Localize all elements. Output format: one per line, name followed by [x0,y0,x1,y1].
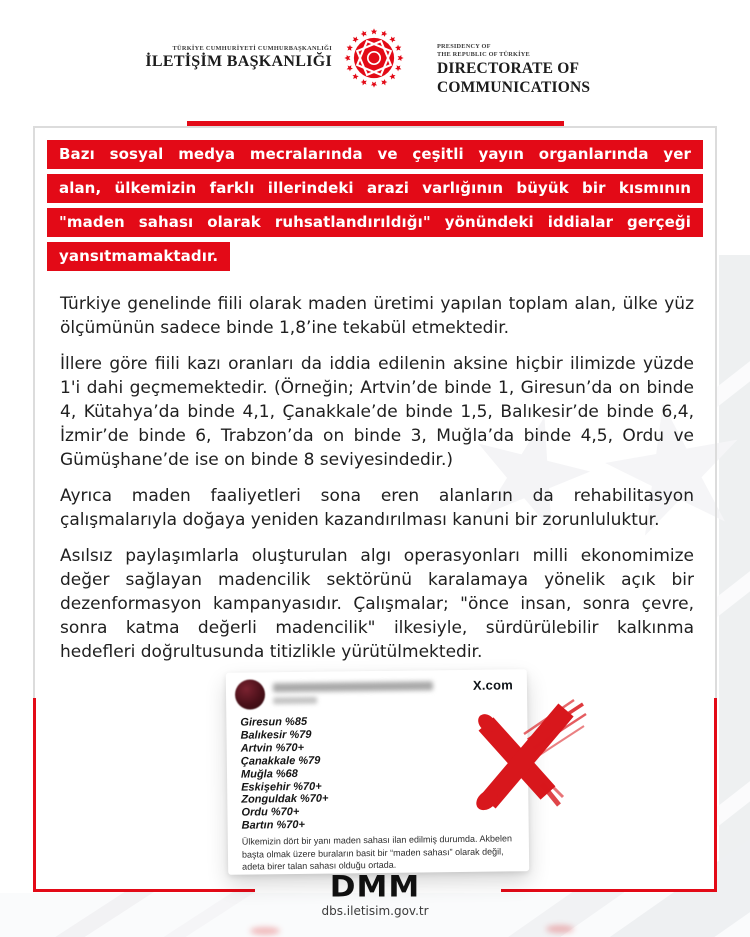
tweet-stat-line: Bartın %70+ [241,819,305,832]
footer [0,869,750,918]
x-brush-icon [462,698,588,826]
tweet-stat-line: Artvin %70+ [240,741,305,755]
org-small-label-tr: TÜRKİYE CUMHURİYETİ CUMHURBAŞKANLIĞI [172,45,332,52]
x-com-label: X.com [472,677,514,693]
headline-line: Bazı sosyal medya mecralarında ve çeşitli yayın organlarında yer [47,140,703,169]
tweet-handle-blurred [273,697,317,705]
tweet-stat-line: Muğla %68 [240,767,298,781]
background-pattern-strip [719,255,750,937]
tweet-stat-line: Zonguldak %70+ [241,793,329,807]
headline-banner [47,140,703,276]
org-name-turkish [120,45,332,71]
headline-line: yansıtmamaktadır. [47,242,230,271]
tweet-author-blurred [273,681,433,692]
headline-line: "maden sahası olarak ruhsatlandırıldığı" yönündeki iddialar gerçeği [47,208,703,237]
headline-line: alan, ülkemizin farklı illerindeki arazi varlığının büyük bir kısmının [47,174,703,203]
tweet-stat-line: Eskişehir %70+ [241,780,322,794]
card-border-right-gray [715,128,717,698]
body-paragraph: Ayrıca maden faaliyetleri sona eren alanların da rehabilitasyon çalışmalarıyla doğaya yeniden kazandırılması kanuni bir zorunluluktur. [60,486,694,530]
tweet-stat-line: Çanakkale %79 [240,754,321,768]
red-smudge [546,925,574,933]
org-small-label-en-1: PRESIDENCY OF [437,43,491,50]
org-large-label-tr: İLETİŞİM BAŞKANLIĞI [145,53,332,70]
card-border-top [33,126,717,128]
body-text [60,292,694,676]
body-paragraph: Türkiye genelinde fiili olarak maden üretimi yapılan toplam alan, ülke yüz ölçümünün sadece binde 1,8’ine tekabül etmektedir. [60,294,694,338]
tweet-body-text: Ülkemizin dört bir yanı maden sahası ilan edilmiş durumda. Akbelen başta olmak üzere buraların basit bir “maden sahası” olarak değil, adeta birer talan sahası olduğu ortada. [241,833,513,872]
org-name-english [437,43,590,97]
dmm-url: dbs.iletisim.gov.tr [321,904,429,918]
org-small-label-en-2: THE REPUBLIC OF TÜRKİYE [437,51,530,59]
card-border-right-red [714,698,717,892]
org-large-label-en-1: DIRECTORATE OF [437,60,580,78]
body-paragraph: İllere göre fiili kazı oranları da iddia edilenin aksine hiçbir ilimizde yüzde 1'i dahi geçmemektedir. (Örneğin; Artvin’de binde 1, Giresun’da on binde 4, Kütahya’da binde 4,1, Çanakkale’de binde 1,5, Balıkesir’de binde 6,4, İzmir’de binde 6, Trabzon’da on binde 3, Muğla’da binde 4,5, Ordu ve Gümüşhane’de ise on binde 8 seviyesindedir.) [60,354,694,470]
card-border-left-gray [33,128,35,698]
tweet-stat-line: Balıkesir %79 [240,728,312,742]
presidential-seal-icon [341,25,407,91]
tweet-stat-list [240,716,329,833]
org-large-label-en-2: COMMUNICATIONS [437,79,591,97]
tweet-avatar [235,679,265,709]
tweet-stat-line: Giresun %85 [240,715,308,729]
body-paragraph: Asılsız paylaşımlarla oluşturulan algı operasyonları milli ekonomimize değer sağlayan madencilik sektörünü karalamaya yönelik açık bir dezenformasyon kampanyasıdır. Çalışmalar; "önce insan, sonra çevre, sonra katma değerli madencilik" ilkesiyle, sürdürülebilir kalkınma hedefleri doğrultusunda titizlikle yürütülmektedir. [60,546,694,662]
card-border-left-red [33,698,36,892]
tweet-stat-line: Ordu %70+ [241,806,300,820]
dmm-logo: DMM [329,869,421,905]
red-smudge [250,927,280,935]
